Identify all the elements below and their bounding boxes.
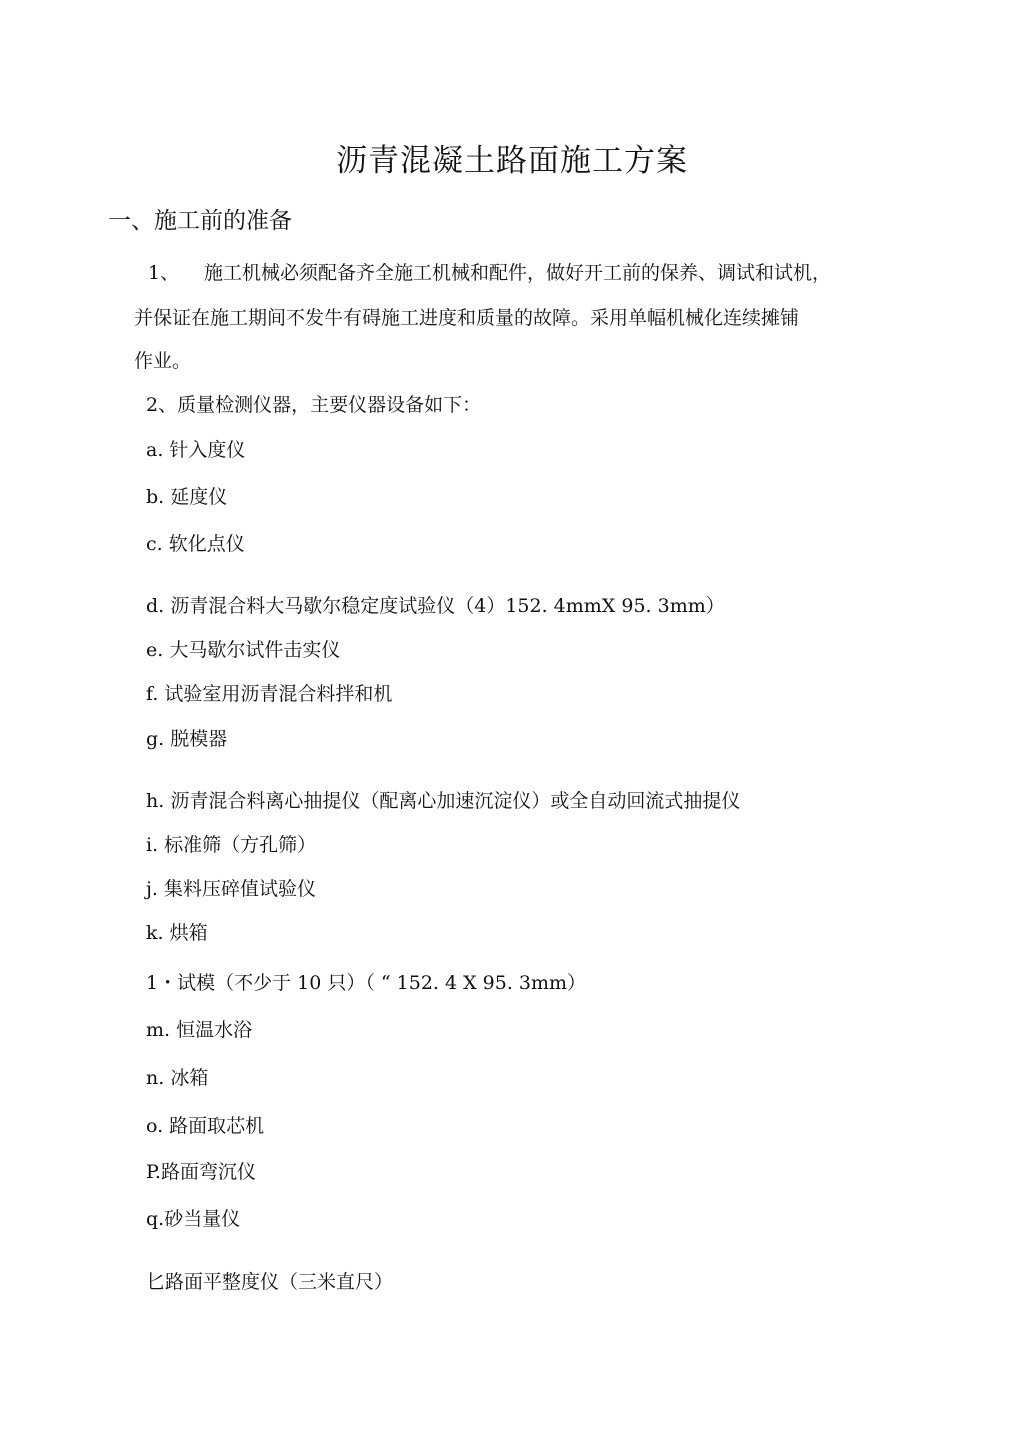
list-item: d. 沥青混合料大马歇尔稳定度试验仪（4）152. 4mmX 95. 3mm） (146, 595, 725, 617)
list-item: h. 沥青混合料离心抽提仪（配离心加速沉淀仪）或全自动回流式抽提仪 (146, 790, 741, 812)
para1-line2: 并保证在施工期间不发牛有碍施工进度和质量的故障。采用单幅机械化连续摊铺 (134, 307, 800, 329)
page-title: 沥青混凝土路面施工方案 (336, 143, 688, 179)
section-heading: 一、施工前的准备 (108, 208, 292, 234)
list-item: n. 冰箱 (146, 1067, 209, 1089)
list-item: k. 烘箱 (146, 922, 208, 944)
para1-number: 1、 (148, 262, 180, 284)
list-item: q.砂当量仪 (146, 1208, 241, 1230)
list-item: o. 路面取芯机 (146, 1115, 265, 1137)
list-item: m. 恒温水浴 (146, 1019, 253, 1041)
list-item: e. 大马歇尔试件击实仪 (146, 639, 341, 661)
list-item: a. 针入度仪 (146, 439, 246, 461)
list-item: j. 集料压碎值试验仪 (146, 878, 316, 900)
para1-line3: 作业。 (134, 350, 192, 372)
list-item: P.路面弯沉仪 (146, 1161, 256, 1183)
list-item: i. 标准筛（方孔筛） (146, 834, 317, 856)
list-item: 1・试模（不少于 10 只）（ “ 152. 4 X 95. 3mm） (146, 972, 587, 994)
list-item: 匕路面平整度仪（三米直尺） (146, 1271, 394, 1293)
list-item: g. 脱模器 (146, 728, 228, 750)
list-item: f. 试验室用沥青混合料拌和机 (146, 683, 393, 705)
para1-line1: 施工机械必须配备齐全施工机械和配件，做好开工前的保养、调试和试机， (204, 262, 832, 284)
list-item: b. 延度仪 (146, 486, 228, 508)
para2: 2、质量检测仪器，主要仪器设备如下： (146, 394, 482, 416)
list-item: c. 软化点仪 (146, 533, 245, 555)
